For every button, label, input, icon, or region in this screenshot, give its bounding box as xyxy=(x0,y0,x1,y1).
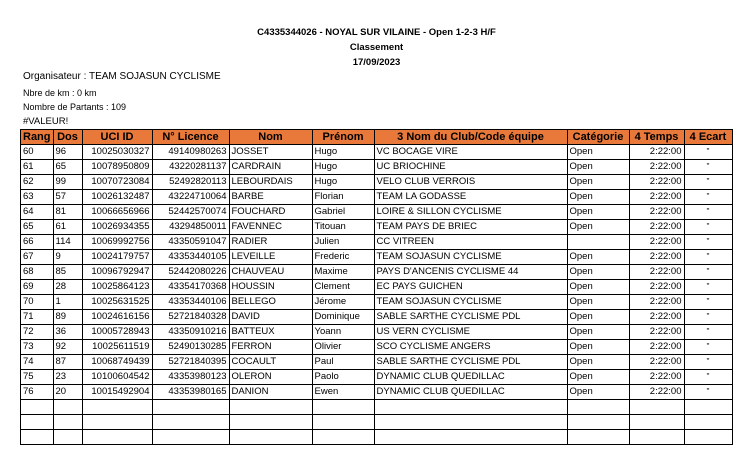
temps-cell: 2:22:00 xyxy=(629,175,684,190)
licence-cell: 52721840328 xyxy=(152,310,229,325)
licence-cell: 43350910216 xyxy=(152,325,229,340)
nom-cell: RADIER xyxy=(229,235,312,250)
dos-cell: 99 xyxy=(53,175,82,190)
rang-cell: 65 xyxy=(21,220,54,235)
table-row xyxy=(21,340,733,355)
categorie-cell: Open xyxy=(567,355,629,370)
ecart-cell: '' xyxy=(684,235,732,250)
km-line: Nbre de km : 0 km xyxy=(23,88,97,98)
table-row xyxy=(21,175,733,190)
categorie-cell: Open xyxy=(567,205,629,220)
empty-cell xyxy=(312,430,374,445)
ecart-cell: '' xyxy=(684,355,732,370)
empty-cell xyxy=(684,415,732,430)
dos-cell: 81 xyxy=(53,205,82,220)
licence-cell: 43224710064 xyxy=(152,190,229,205)
categorie-cell xyxy=(567,235,629,250)
dos-cell: 1 xyxy=(53,295,82,310)
results-table xyxy=(20,129,733,445)
uci-id-cell: 10025611519 xyxy=(82,340,152,355)
dos-cell: 28 xyxy=(53,280,82,295)
uci-id-cell: 10096792947 xyxy=(82,265,152,280)
rang-cell: 73 xyxy=(21,340,54,355)
col-dos: Dos xyxy=(53,130,82,145)
table-row xyxy=(21,385,733,400)
licence-cell: 49140980263 xyxy=(152,145,229,160)
rang-cell: 67 xyxy=(21,250,54,265)
club-cell: CC VITREEN xyxy=(374,235,567,250)
nom-cell: DAVID xyxy=(229,310,312,325)
empty-cell xyxy=(684,430,732,445)
nom-cell: FERRON xyxy=(229,340,312,355)
licence-cell: 52442080226 xyxy=(152,265,229,280)
club-cell: PAYS D'ANCENIS CYCLISME 44 xyxy=(374,265,567,280)
uci-id-cell: 10024179757 xyxy=(82,250,152,265)
empty-cell xyxy=(152,400,229,415)
race-date: 17/09/2023 xyxy=(352,57,401,68)
club-cell: SABLE SARTHE CYCLISME PDL xyxy=(374,310,567,325)
dos-cell: 85 xyxy=(53,265,82,280)
empty-cell xyxy=(21,415,54,430)
licence-cell: 52492820113 xyxy=(152,175,229,190)
dos-cell: 57 xyxy=(53,190,82,205)
table-row xyxy=(21,325,733,340)
dos-cell: 36 xyxy=(53,325,82,340)
club-cell: TEAM PAYS DE BRIEC xyxy=(374,220,567,235)
nom-cell: BARBE xyxy=(229,190,312,205)
rang-cell: 62 xyxy=(21,175,54,190)
prenom-cell: Jérome xyxy=(312,295,374,310)
uci-id-cell: 10100604542 xyxy=(82,370,152,385)
empty-cell xyxy=(629,415,684,430)
ecart-cell: '' xyxy=(684,295,732,310)
categorie-cell: Open xyxy=(567,250,629,265)
table-row xyxy=(21,235,733,250)
nom-cell: OLERON xyxy=(229,370,312,385)
empty-cell xyxy=(152,415,229,430)
temps-cell: 2:22:00 xyxy=(629,355,684,370)
col-prenom: Prénom xyxy=(312,130,374,145)
empty-cell xyxy=(684,400,732,415)
uci-id-cell: 10026132487 xyxy=(82,190,152,205)
categorie-cell: Open xyxy=(567,190,629,205)
empty-cell xyxy=(229,400,312,415)
empty-row xyxy=(21,400,733,415)
categorie-cell: Open xyxy=(567,385,629,400)
rang-cell: 63 xyxy=(21,190,54,205)
ecart-cell: '' xyxy=(684,205,732,220)
dos-cell: 65 xyxy=(53,160,82,175)
licence-cell: 43353440106 xyxy=(152,295,229,310)
dos-cell: 61 xyxy=(53,220,82,235)
club-cell: TEAM SOJASUN CYCLISME xyxy=(374,295,567,310)
temps-cell: 2:22:00 xyxy=(629,280,684,295)
empty-cell xyxy=(374,415,567,430)
club-cell: TEAM SOJASUN CYCLISME xyxy=(374,250,567,265)
table-row xyxy=(21,370,733,385)
categorie-cell: Open xyxy=(567,145,629,160)
uci-id-cell: 10024616156 xyxy=(82,310,152,325)
organisateur-line: Organisateur : TEAM SOJASUN CYCLISME xyxy=(23,71,221,82)
col-categorie: Catégorie xyxy=(567,130,629,145)
ecart-cell: '' xyxy=(684,340,732,355)
uci-id-cell: 10025631525 xyxy=(82,295,152,310)
empty-cell xyxy=(82,400,152,415)
nom-cell: BELLEGO xyxy=(229,295,312,310)
categorie-cell: Open xyxy=(567,310,629,325)
prenom-cell: Dominique xyxy=(312,310,374,325)
col-nom: Nom xyxy=(229,130,312,145)
rang-cell: 70 xyxy=(21,295,54,310)
nom-cell: LEBOURDAIS xyxy=(229,175,312,190)
uci-id-cell: 10025864123 xyxy=(82,280,152,295)
ecart-cell: '' xyxy=(684,370,732,385)
licence-cell: 52721840395 xyxy=(152,355,229,370)
licence-cell: 43294850011 xyxy=(152,220,229,235)
valeur-error: #VALEUR! xyxy=(23,116,69,127)
temps-cell: 2:22:00 xyxy=(629,205,684,220)
prenom-cell: Olivier xyxy=(312,340,374,355)
licence-cell: 43353980123 xyxy=(152,370,229,385)
rang-cell: 66 xyxy=(21,235,54,250)
col-ecart: 4 Ecart xyxy=(684,130,732,145)
temps-cell: 2:22:00 xyxy=(629,145,684,160)
ecart-cell: '' xyxy=(684,160,732,175)
empty-row xyxy=(21,430,733,445)
ecart-cell: '' xyxy=(684,145,732,160)
categorie-cell: Open xyxy=(567,175,629,190)
ecart-cell: '' xyxy=(684,325,732,340)
empty-cell xyxy=(312,400,374,415)
club-cell: US VERN CYCLISME xyxy=(374,325,567,340)
prenom-cell: Florian xyxy=(312,190,374,205)
table-row xyxy=(21,145,733,160)
empty-cell xyxy=(374,400,567,415)
uci-id-cell: 10070723084 xyxy=(82,175,152,190)
uci-id-cell: 10005728943 xyxy=(82,325,152,340)
ecart-cell: '' xyxy=(684,310,732,325)
licence-cell: 43353980165 xyxy=(152,385,229,400)
empty-cell xyxy=(21,430,54,445)
col-uci-id: UCI ID xyxy=(82,130,152,145)
empty-cell xyxy=(567,400,629,415)
empty-cell xyxy=(82,430,152,445)
table-row xyxy=(21,280,733,295)
rang-cell: 61 xyxy=(21,160,54,175)
licence-cell: 52442570074 xyxy=(152,205,229,220)
table-row xyxy=(21,310,733,325)
nom-cell: FOUCHARD xyxy=(229,205,312,220)
uci-id-cell: 10069992756 xyxy=(82,235,152,250)
temps-cell: 2:22:00 xyxy=(629,325,684,340)
temps-cell: 2:22:00 xyxy=(629,160,684,175)
licence-cell: 52490130285 xyxy=(152,340,229,355)
prenom-cell: Titouan xyxy=(312,220,374,235)
col-club: 3 Nom du Club/Code équipe xyxy=(374,130,567,145)
temps-cell: 2:22:00 xyxy=(629,265,684,280)
club-cell: DYNAMIC CLUB QUEDILLAC xyxy=(374,385,567,400)
nom-cell: CARDRAIN xyxy=(229,160,312,175)
uci-id-cell: 10066656966 xyxy=(82,205,152,220)
rang-cell: 74 xyxy=(21,355,54,370)
club-cell: TEAM LA GODASSE xyxy=(374,190,567,205)
categorie-cell: Open xyxy=(567,295,629,310)
prenom-cell: Hugo xyxy=(312,175,374,190)
categorie-cell: Open xyxy=(567,370,629,385)
header-row xyxy=(21,130,733,145)
temps-cell: 2:22:00 xyxy=(629,310,684,325)
dos-cell: 23 xyxy=(53,370,82,385)
categorie-cell: Open xyxy=(567,265,629,280)
nom-cell: JOSSET xyxy=(229,145,312,160)
club-cell: SCO CYCLISME ANGERS xyxy=(374,340,567,355)
uci-id-cell: 10078950809 xyxy=(82,160,152,175)
categorie-cell: Open xyxy=(567,340,629,355)
dos-cell: 89 xyxy=(53,310,82,325)
club-cell: DYNAMIC CLUB QUEDILLAC xyxy=(374,370,567,385)
table-row xyxy=(21,205,733,220)
race-title: C4335344026 - NOYAL SUR VILAINE - Open 1-2-3 H/F xyxy=(257,27,496,38)
club-cell: LOIRE & SILLON CYCLISME xyxy=(374,205,567,220)
nom-cell: DANION xyxy=(229,385,312,400)
table-row xyxy=(21,265,733,280)
nom-cell: FAVENNEC xyxy=(229,220,312,235)
rang-cell: 60 xyxy=(21,145,54,160)
ecart-cell: '' xyxy=(684,190,732,205)
prenom-cell: Clement xyxy=(312,280,374,295)
licence-cell: 43220281137 xyxy=(152,160,229,175)
empty-cell xyxy=(567,415,629,430)
licence-cell: 43350591047 xyxy=(152,235,229,250)
prenom-cell: Maxime xyxy=(312,265,374,280)
empty-cell xyxy=(229,430,312,445)
empty-cell xyxy=(82,415,152,430)
dos-cell: 20 xyxy=(53,385,82,400)
uci-id-cell: 10015492904 xyxy=(82,385,152,400)
uci-id-cell: 10025030327 xyxy=(82,145,152,160)
empty-cell xyxy=(53,430,82,445)
empty-cell xyxy=(229,415,312,430)
rang-cell: 64 xyxy=(21,205,54,220)
temps-cell: 2:22:00 xyxy=(629,220,684,235)
empty-cell xyxy=(629,430,684,445)
nom-cell: COCAULT xyxy=(229,355,312,370)
ecart-cell: '' xyxy=(684,280,732,295)
temps-cell: 2:22:00 xyxy=(629,250,684,265)
rang-cell: 71 xyxy=(21,310,54,325)
table-row xyxy=(21,220,733,235)
empty-cell xyxy=(53,415,82,430)
temps-cell: 2:22:00 xyxy=(629,370,684,385)
ecart-cell: '' xyxy=(684,220,732,235)
club-cell: UC BRIOCHINE xyxy=(374,160,567,175)
dos-cell: 96 xyxy=(53,145,82,160)
club-cell: VC BOCAGE VIRE xyxy=(374,145,567,160)
uci-id-cell: 10026934355 xyxy=(82,220,152,235)
results-body xyxy=(21,145,733,445)
prenom-cell: Paul xyxy=(312,355,374,370)
prenom-cell: Hugo xyxy=(312,145,374,160)
nom-cell: LEVEILLE xyxy=(229,250,312,265)
club-cell: VELO CLUB VERROIS xyxy=(374,175,567,190)
temps-cell: 2:22:00 xyxy=(629,385,684,400)
categorie-cell: Open xyxy=(567,220,629,235)
rang-cell: 75 xyxy=(21,370,54,385)
nom-cell: BATTEUX xyxy=(229,325,312,340)
rang-cell: 69 xyxy=(21,280,54,295)
nom-cell: HOUSSIN xyxy=(229,280,312,295)
empty-cell xyxy=(567,430,629,445)
dos-cell: 9 xyxy=(53,250,82,265)
uci-id-cell: 10068749439 xyxy=(82,355,152,370)
table-row xyxy=(21,295,733,310)
empty-cell xyxy=(629,400,684,415)
prenom-cell: Paolo xyxy=(312,370,374,385)
ecart-cell: '' xyxy=(684,250,732,265)
licence-cell: 43353440105 xyxy=(152,250,229,265)
categorie-cell: Open xyxy=(567,280,629,295)
ecart-cell: '' xyxy=(684,265,732,280)
rang-cell: 72 xyxy=(21,325,54,340)
partants-line: Nombre de Partants : 109 xyxy=(23,102,127,112)
ecart-cell: '' xyxy=(684,175,732,190)
col-rang: Rang xyxy=(21,130,54,145)
prenom-cell: Gabriel xyxy=(312,205,374,220)
rang-cell: 76 xyxy=(21,385,54,400)
categorie-cell: Open xyxy=(567,325,629,340)
classement-title: Classement xyxy=(349,42,404,53)
ecart-cell: '' xyxy=(684,385,732,400)
prenom-cell: Ewen xyxy=(312,385,374,400)
temps-cell: 2:22:00 xyxy=(629,295,684,310)
col-temps: 4 Temps xyxy=(629,130,684,145)
dos-cell: 87 xyxy=(53,355,82,370)
empty-cell xyxy=(312,415,374,430)
table-row xyxy=(21,355,733,370)
empty-cell xyxy=(21,400,54,415)
temps-cell: 2:22:00 xyxy=(629,190,684,205)
nom-cell: CHAUVEAU xyxy=(229,265,312,280)
categorie-cell: Open xyxy=(567,160,629,175)
temps-cell: 2:22:00 xyxy=(629,235,684,250)
empty-cell xyxy=(374,430,567,445)
licence-cell: 43354170368 xyxy=(152,280,229,295)
dos-cell: 114 xyxy=(53,235,82,250)
prenom-cell: Julien xyxy=(312,235,374,250)
empty-cell xyxy=(152,430,229,445)
prenom-cell: Frederic xyxy=(312,250,374,265)
table-row xyxy=(21,190,733,205)
rang-cell: 68 xyxy=(21,265,54,280)
prenom-cell: Yoann xyxy=(312,325,374,340)
dos-cell: 92 xyxy=(53,340,82,355)
club-cell: SABLE SARTHE CYCLISME PDL xyxy=(374,355,567,370)
col-licence: N° Licence xyxy=(152,130,229,145)
table-row xyxy=(21,250,733,265)
club-cell: EC PAYS GUICHEN xyxy=(374,280,567,295)
temps-cell: 2:22:00 xyxy=(629,340,684,355)
prenom-cell: Hugo xyxy=(312,160,374,175)
table-row xyxy=(21,160,733,175)
empty-row xyxy=(21,415,733,430)
empty-cell xyxy=(53,400,82,415)
